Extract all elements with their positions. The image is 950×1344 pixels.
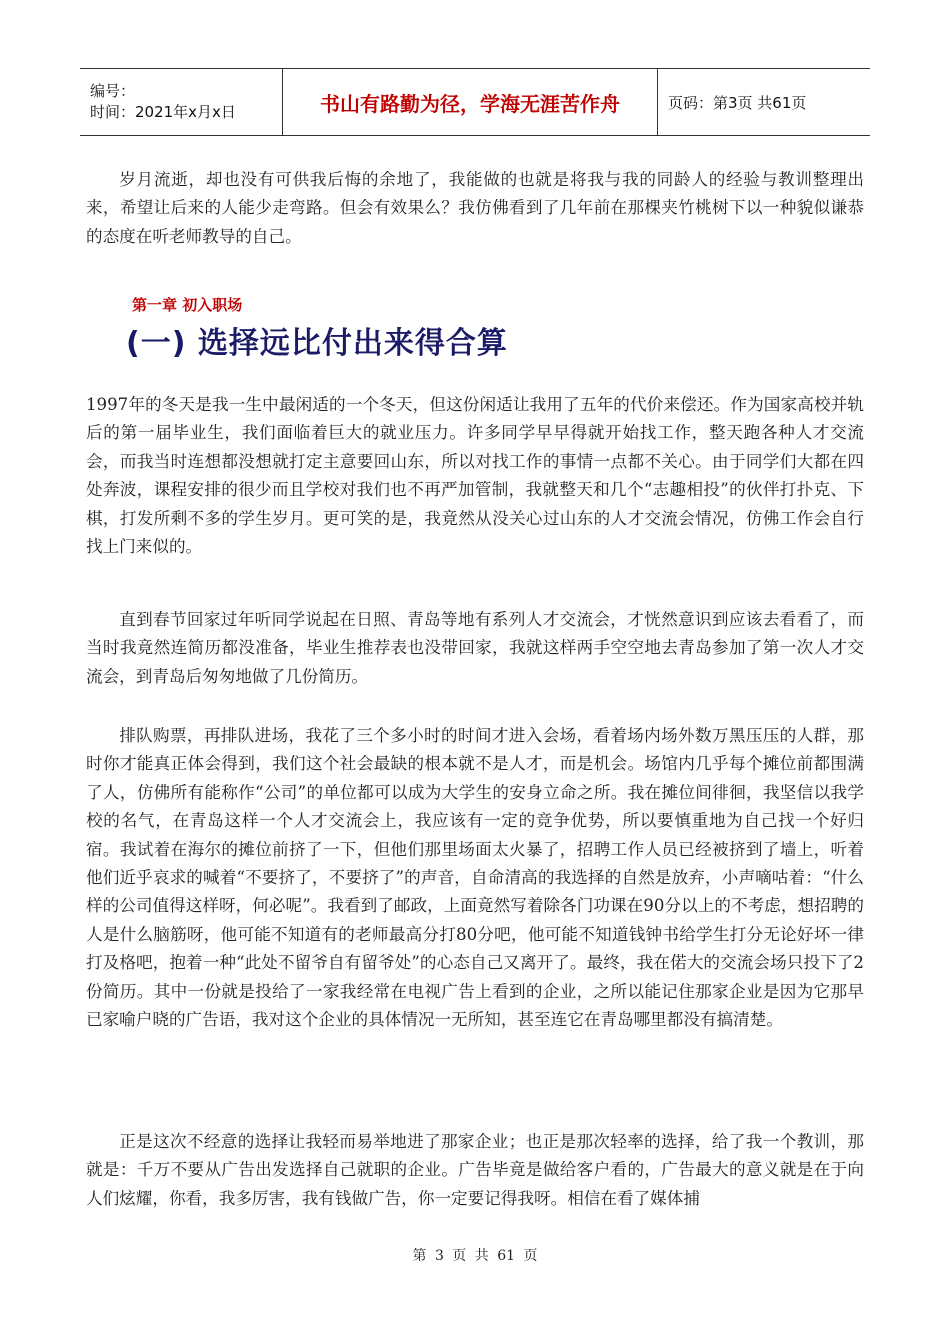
- body-paragraph-4: 正是这次不经意的选择让我轻而易举地进了那家企业；也正是那次轻率的选择，给了我一个教训，那就是：千万不要从广告出发选择自己就职的企业。广告毕竟是做给客户看的，广告最大的意义就是在于向人们炫耀，你看，我多厉害，我有钱做广告，你一定要记得我呀。相信在看了媒体捕: [86, 1132, 864, 1208]
- page-info: 页码：第3页 共61页: [668, 93, 807, 112]
- chapter-label: 第一章 初入职场: [132, 296, 243, 314]
- body-paragraph-1: 1997年的冬天是我一生中最闲适的一个冬天，但这份闲适让我用了五年的代价来偿还。作为国家高校并轨后的第一届毕业生，我们面临着巨大的就业压力。许多同学早早得就开始找工作，整天跑各种人才交流会，而我当时连想都没想就打定主意要回山东，所以对找工作的事情一点都不关心。由于同学们大都在四处奔波，课程安排的很少而且学校对我们也不再严加管制，我就整天和几个“志趣相投”的伙伴打扑克、下棋，打发所剩不多的学生岁月。更可笑的是，我竟然从没关心过山东的人才交流会情况，仿佛工作会自行找上门来似的。: [86, 395, 864, 557]
- page-header: [80, 68, 870, 136]
- header-page-cell: [658, 69, 870, 135]
- header-motto-cell: [283, 69, 658, 135]
- intro-paragraph: 岁月流逝，却也没有可供我后悔的余地了，我能做的也就是将我与我的同龄人的经验与教训整理出来，希望让后来的人能少走弯路。但会有效果么？我仿佛看到了几年前在那棵夹竹桃树下以一种貌似谦恭的态度在听老师教导的自己。: [86, 170, 864, 246]
- header-meta-cell: [80, 69, 283, 135]
- motto-text: 书山有路勤为径，学海无涯苦作舟: [320, 91, 620, 116]
- body-paragraph-2: 直到春节回家过年听同学说起在日照、青岛等地有系列人才交流会，才恍然意识到应该去看看了，而当时我竟然连简历都没准备，毕业生推荐表也没带回家，我就这样两手空空地去青岛参加了第一次人才交流会，到青岛后匆匆地做了几份简历。: [86, 610, 864, 686]
- time-label: 时间：2021年x月x日: [90, 103, 236, 121]
- section-title: (一) 选择远比付出来得合算: [126, 326, 508, 361]
- body-paragraph-3: 排队购票，再排队进场，我花了三个多小时的时间才进入会场，看着场内场外数万黑压压的人群，那时你才能真正体会得到，我们这个社会最缺的根本就不是人才，而是机会。场馆内几乎每个摊位前都围满了人，仿佛所有能称作“公司”的单位都可以成为大学生的安身立命之所。我在摊位间徘徊，我坚信以我学校的名气，在青岛这样一个人才交流会上，我应该有一定的竞争优势，所以要慎重地为自己找一个好归宿。我试着在海尔的摊位前挤了一下，但他们那里场面太火暴了，招聘工作人员已经被挤到了墙上，听着他们近乎哀求的喊着“不要挤了，不要挤了”的声音，自命清高的我选择的自然是放弃，小声嘀咕着：“什么样的公司值得这样呀，何必呢”。我看到了邮政，上面竟然写着除各门功课在90分以上的不考虑，想招聘的人是什么脑筋呀，他可能不知道有的老师最高分打80分吧，他可能不知道钱钟书给学生打分无论好坏一律打及格吧，抱着一种“此处不留爷自有留爷处”的心态自己又离开了。最终，我在偌大的交流会场只投下了2份简历。其中一份就是投给了一家我经常在电视广告上看到的企业，之所以能记住那家企业是因为它那早已家喻户晓的广告语，我对这个企业的具体情况一无所知，甚至连它在青岛哪里都没有搞清楚。: [86, 726, 864, 1030]
- number-label: 编号：: [90, 82, 136, 100]
- page-footer: 第 3 页 共 61 页: [412, 1248, 538, 1264]
